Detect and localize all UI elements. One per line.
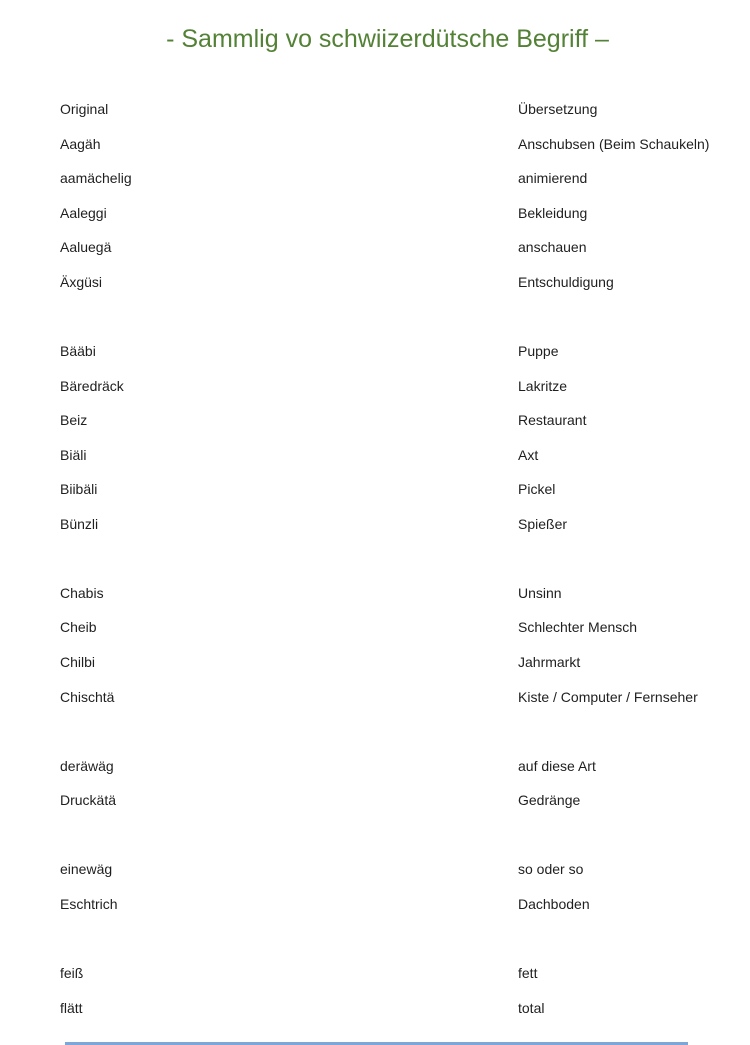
original-term: Chilbi [60,654,96,670]
original-term: flätt [60,999,83,1016]
document-title: - Sammlig vo schwiizerdütsche Begriff – [166,25,609,53]
translation-term: Unsinn [518,584,562,601]
original-column-header: Original [60,101,109,117]
original-term: Druckätä [60,792,117,809]
original-term: Biibäli [60,481,98,498]
translation-column-header: Übersetzung [518,101,598,117]
original-term: Chabis [60,584,104,601]
original-term: Bünzli [60,515,99,532]
group-spacer [60,823,750,858]
translation-term: Bekleidung [518,204,588,221]
translation-term: Schlechter Mensch [518,619,638,636]
original-term: Chischtä [60,688,115,705]
translation-term: Gedränge [518,792,581,809]
title-wrap [0,22,750,56]
original-term: Eschtrich [60,895,118,912]
original-term: Äxgüsi [60,273,103,290]
translation-term: auf diese Art [518,757,596,774]
translation-term: total [518,999,545,1016]
glossary-row [60,132,750,167]
translation-term: so oder so [518,861,584,878]
glossary-row [60,477,750,512]
original-term: Aaluegä [60,239,112,256]
glossary-row [60,788,750,823]
group-spacer [60,304,750,339]
group-spacer [60,927,750,962]
glossary-row [60,650,750,685]
translation-term: anschauen [518,239,587,256]
original-term: einewäg [60,861,113,878]
glossary-row [60,581,750,616]
translation-term: Restaurant [518,412,587,429]
glossary-row [60,374,750,409]
translation-term: Kiste / Computer / Fernseher [518,688,698,705]
column-header-row [60,97,750,132]
translation-term: animierend [518,170,588,187]
original-term: Bäredräck [60,377,124,394]
original-term: Aaleggi [60,204,107,221]
translation-term: Anschubsen (Beim Schaukeln) [518,135,710,152]
original-term: deräwäg [60,757,114,774]
group-spacer [60,546,750,581]
glossary-row [60,615,750,650]
group-spacer [60,719,750,754]
glossary [60,97,750,1030]
glossary-row [60,235,750,270]
original-term: Beiz [60,412,88,429]
translation-term: Puppe [518,342,559,359]
translation-term: Spießer [518,515,568,532]
translation-term: fett [518,965,538,982]
translation-term: Axt [518,446,539,463]
translation-term: Pickel [518,481,556,498]
glossary-row [60,685,750,720]
glossary-row [60,857,750,892]
glossary-row [60,996,750,1031]
glossary-row [60,201,750,236]
translation-term: Jahrmarkt [518,654,581,670]
original-term: Biäli [60,446,87,463]
glossary-row [60,754,750,789]
original-term: Cheib [60,619,97,636]
translation-term: Entschuldigung [518,273,614,290]
glossary-row [60,512,750,547]
glossary-row [60,166,750,201]
original-term: Aagäh [60,135,101,152]
glossary-row [60,443,750,478]
original-term: aamächelig [60,170,132,187]
glossary-row [60,408,750,443]
glossary-row [60,339,750,374]
glossary-row [60,892,750,927]
translation-term: Dachboden [518,895,590,912]
translation-term: Lakritze [518,377,568,394]
glossary-row [60,270,750,305]
glossary-row [60,961,750,996]
original-term: Bääbi [60,342,96,359]
original-term: feiß [60,965,84,982]
